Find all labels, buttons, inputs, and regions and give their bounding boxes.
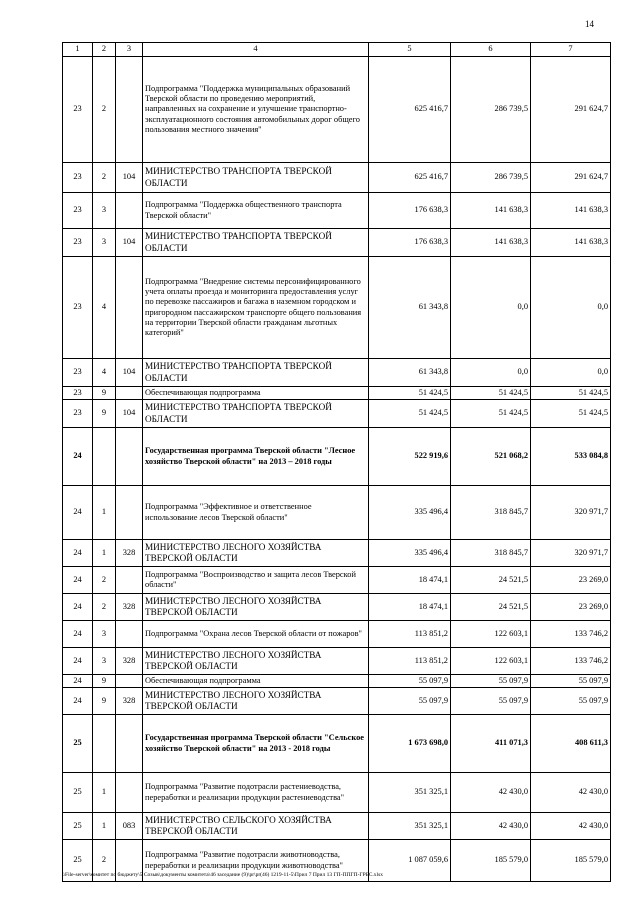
cell-c3: 328	[116, 540, 143, 567]
cell-c3	[116, 387, 143, 400]
cell-c3: 104	[116, 229, 143, 257]
table-row	[63, 773, 611, 813]
cell-c3	[116, 428, 143, 486]
cell-c7: 133 746,2	[531, 621, 611, 648]
cell-c5: 113 851,2	[369, 648, 451, 675]
cell-c4: МИНИСТЕРСТВО ТРАНСПОРТА ТВЕРСКОЙ ОБЛАСТИ	[143, 359, 369, 387]
cell-c6: 411 071,3	[451, 715, 531, 773]
cell-c1: 24	[63, 675, 93, 688]
page-number: 14	[585, 19, 594, 29]
cell-c7: 51 424,5	[531, 400, 611, 428]
cell-c5: 351 325,1	[369, 813, 451, 840]
cell-c5: 51 424,5	[369, 387, 451, 400]
cell-c1: 24	[63, 648, 93, 675]
column-header: 2	[93, 43, 116, 57]
file-path-footer: \\File-server\комитет по бюджету\5 Созыв\документы комитета\46 заседание (9)\pr\pr(46) 1219-11-5\Прил 7 Прил 13 ГП-ППГП-ГРБС.xlsx	[62, 872, 383, 878]
cell-c6: 0,0	[451, 257, 531, 359]
table-row	[63, 813, 611, 840]
cell-c7: 0,0	[531, 359, 611, 387]
cell-c2: 3	[93, 621, 116, 648]
cell-c6: 318 845,7	[451, 486, 531, 540]
cell-c7: 0,0	[531, 257, 611, 359]
cell-c5: 55 097,9	[369, 688, 451, 715]
cell-c6: 141 638,3	[451, 193, 531, 229]
cell-c2: 4	[93, 359, 116, 387]
cell-c3	[116, 486, 143, 540]
table-row	[63, 486, 611, 540]
cell-c7: 533 084,8	[531, 428, 611, 486]
cell-c2: 1	[93, 813, 116, 840]
cell-c4: МИНИСТЕРСТВО ЛЕСНОГО ХОЗЯЙСТВА ТВЕРСКОЙ ОБЛАСТИ	[143, 688, 369, 715]
table-row	[63, 594, 611, 621]
cell-c2: 9	[93, 688, 116, 715]
cell-c3: 104	[116, 163, 143, 193]
cell-c6: 318 845,7	[451, 540, 531, 567]
cell-c6: 286 739,5	[451, 57, 531, 163]
cell-c7: 55 097,9	[531, 688, 611, 715]
cell-c1: 23	[63, 163, 93, 193]
cell-c7: 408 611,3	[531, 715, 611, 773]
cell-c4: МИНИСТЕРСТВО ТРАНСПОРТА ТВЕРСКОЙ ОБЛАСТИ	[143, 400, 369, 428]
cell-c4: МИНИСТЕРСТВО ЛЕСНОГО ХОЗЯЙСТВА ТВЕРСКОЙ ОБЛАСТИ	[143, 594, 369, 621]
cell-c6: 521 068,2	[451, 428, 531, 486]
cell-c5: 113 851,2	[369, 621, 451, 648]
cell-c3	[116, 715, 143, 773]
cell-c2: 3	[93, 193, 116, 229]
cell-c7: 42 430,0	[531, 773, 611, 813]
cell-c6: 55 097,9	[451, 675, 531, 688]
cell-c1: 24	[63, 428, 93, 486]
cell-c1: 25	[63, 715, 93, 773]
table-body	[63, 57, 611, 882]
cell-c2: 2	[93, 567, 116, 594]
budget-table	[62, 42, 611, 882]
cell-c2: 9	[93, 387, 116, 400]
cell-c7: 141 638,3	[531, 193, 611, 229]
cell-c7: 320 971,7	[531, 540, 611, 567]
cell-c4: Подпрограмма "Охрана лесов Тверской области от пожаров"	[143, 621, 369, 648]
cell-c5: 55 097,9	[369, 675, 451, 688]
cell-c4: МИНИСТЕРСТВО ТРАНСПОРТА ТВЕРСКОЙ ОБЛАСТИ	[143, 163, 369, 193]
cell-c5: 176 638,3	[369, 229, 451, 257]
cell-c4: Подпрограмма "Развитие подотрасли растениеводства, переработки и реализации продукции растениеводства"	[143, 773, 369, 813]
cell-c2: 9	[93, 400, 116, 428]
table-row	[63, 163, 611, 193]
cell-c5: 18 474,1	[369, 594, 451, 621]
table-row	[63, 567, 611, 594]
cell-c4: Подпрограмма "Внедрение системы персонифицированного учета оплаты проезда и мониторинга предоставления услуг по перевозке пассажиров и багажа в наземном городском и пригородном пассажирском транспорте общего пользования на территории Тверской области гражданам льготных категорий"	[143, 257, 369, 359]
column-header: 4	[143, 43, 369, 57]
cell-c4: Государственная программа Тверской области "Сельское хозяйство Тверской области" на 2013 - 2018 годы	[143, 715, 369, 773]
cell-c5: 625 416,7	[369, 57, 451, 163]
cell-c4: МИНИСТЕРСТВО ТРАНСПОРТА ТВЕРСКОЙ ОБЛАСТИ	[143, 229, 369, 257]
cell-c7: 133 746,2	[531, 648, 611, 675]
cell-c1: 24	[63, 688, 93, 715]
cell-c1: 24	[63, 621, 93, 648]
cell-c3: 328	[116, 594, 143, 621]
cell-c6: 185 579,0	[451, 840, 531, 882]
table-row	[63, 57, 611, 163]
cell-c1: 23	[63, 257, 93, 359]
cell-c5: 351 325,1	[369, 773, 451, 813]
cell-c7: 51 424,5	[531, 387, 611, 400]
column-header: 7	[531, 43, 611, 57]
cell-c7: 23 269,0	[531, 567, 611, 594]
cell-c4: МИНИСТЕРСТВО СЕЛЬСКОГО ХОЗЯЙСТВА ТВЕРСКОЙ ОБЛАСТИ	[143, 813, 369, 840]
cell-c6: 141 638,3	[451, 229, 531, 257]
cell-c4: Обеспечивающая подпрограмма	[143, 387, 369, 400]
cell-c6: 55 097,9	[451, 688, 531, 715]
cell-c1: 25	[63, 813, 93, 840]
cell-c6: 24 521,5	[451, 594, 531, 621]
cell-c7: 185 579,0	[531, 840, 611, 882]
cell-c2: 2	[93, 57, 116, 163]
table-header-row	[63, 43, 611, 57]
cell-c5: 335 496,4	[369, 486, 451, 540]
cell-c1: 23	[63, 229, 93, 257]
cell-c7: 291 624,7	[531, 57, 611, 163]
cell-c5: 176 638,3	[369, 193, 451, 229]
cell-c4: Подпрограмма "Поддержка муниципальных образований Тверской области по проведению мероприятий, направленных на сохранение и улучшение транспортно-эксплуатационного состояния автомобильных дорог общего пользования местного значения"	[143, 57, 369, 163]
cell-c5: 61 343,8	[369, 257, 451, 359]
cell-c7: 320 971,7	[531, 486, 611, 540]
cell-c7: 291 624,7	[531, 163, 611, 193]
table-row	[63, 400, 611, 428]
cell-c3	[116, 193, 143, 229]
column-header: 6	[451, 43, 531, 57]
cell-c3: 104	[116, 400, 143, 428]
cell-c6: 42 430,0	[451, 773, 531, 813]
cell-c2	[93, 715, 116, 773]
cell-c3	[116, 675, 143, 688]
cell-c5: 522 919,6	[369, 428, 451, 486]
cell-c2: 1	[93, 486, 116, 540]
table-row	[63, 229, 611, 257]
table-row	[63, 387, 611, 400]
cell-c5: 51 424,5	[369, 400, 451, 428]
cell-c1: 25	[63, 773, 93, 813]
table-row	[63, 257, 611, 359]
cell-c7: 55 097,9	[531, 675, 611, 688]
cell-c7: 42 430,0	[531, 813, 611, 840]
table-row	[63, 715, 611, 773]
cell-c2: 1	[93, 773, 116, 813]
cell-c5: 1 087 059,6	[369, 840, 451, 882]
cell-c6: 24 521,5	[451, 567, 531, 594]
cell-c1: 24	[63, 486, 93, 540]
cell-c6: 286 739,5	[451, 163, 531, 193]
cell-c5: 625 416,7	[369, 163, 451, 193]
cell-c2: 3	[93, 229, 116, 257]
cell-c2: 2	[93, 594, 116, 621]
cell-c3: 328	[116, 648, 143, 675]
table-row	[63, 621, 611, 648]
cell-c6: 51 424,5	[451, 400, 531, 428]
cell-c4: МИНИСТЕРСТВО ЛЕСНОГО ХОЗЯЙСТВА ТВЕРСКОЙ ОБЛАСТИ	[143, 540, 369, 567]
cell-c1: 24	[63, 540, 93, 567]
cell-c3: 104	[116, 359, 143, 387]
cell-c2: 2	[93, 840, 116, 882]
cell-c4: Подпрограмма "Эффективное и ответственное использование лесов Тверской области"	[143, 486, 369, 540]
cell-c1: 23	[63, 193, 93, 229]
table-row	[63, 675, 611, 688]
cell-c3	[116, 567, 143, 594]
cell-c4: Подпрограмма "Поддержка общественного транспорта Тверской области"	[143, 193, 369, 229]
table-row	[63, 540, 611, 567]
cell-c1: 25	[63, 840, 93, 882]
cell-c6: 51 424,5	[451, 387, 531, 400]
cell-c6: 42 430,0	[451, 813, 531, 840]
cell-c2: 1	[93, 540, 116, 567]
cell-c3: 328	[116, 688, 143, 715]
cell-c3	[116, 257, 143, 359]
cell-c1: 24	[63, 567, 93, 594]
cell-c6: 122 603,1	[451, 648, 531, 675]
table-row	[63, 428, 611, 486]
cell-c7: 23 269,0	[531, 594, 611, 621]
column-header: 5	[369, 43, 451, 57]
cell-c1: 23	[63, 387, 93, 400]
column-header: 1	[63, 43, 93, 57]
cell-c1: 23	[63, 359, 93, 387]
cell-c7: 141 638,3	[531, 229, 611, 257]
table-row	[63, 359, 611, 387]
cell-c4: Подпрограмма "Воспроизводство и защита лесов Тверской области"	[143, 567, 369, 594]
cell-c6: 122 603,1	[451, 621, 531, 648]
cell-c6: 0,0	[451, 359, 531, 387]
column-header: 3	[116, 43, 143, 57]
cell-c3: 083	[116, 813, 143, 840]
cell-c5: 18 474,1	[369, 567, 451, 594]
cell-c1: 23	[63, 400, 93, 428]
cell-c1: 23	[63, 57, 93, 163]
table-row	[63, 688, 611, 715]
cell-c4: Обеспечивающая подпрограмма	[143, 675, 369, 688]
cell-c3	[116, 773, 143, 813]
cell-c2: 3	[93, 648, 116, 675]
cell-c5: 1 673 698,0	[369, 715, 451, 773]
table-row	[63, 648, 611, 675]
cell-c2: 9	[93, 675, 116, 688]
cell-c2: 4	[93, 257, 116, 359]
cell-c2: 2	[93, 163, 116, 193]
cell-c2	[93, 428, 116, 486]
cell-c5: 61 343,8	[369, 359, 451, 387]
cell-c3	[116, 621, 143, 648]
cell-c1: 24	[63, 594, 93, 621]
cell-c4: Подпрограмма "Развитие подотрасли животноводства, переработки и реализации продукции животноводства"	[143, 840, 369, 882]
cell-c4: Государственная программа Тверской области "Лесное хозяйство Тверской области" на 2013 – 2018 годы	[143, 428, 369, 486]
cell-c4: МИНИСТЕРСТВО ЛЕСНОГО ХОЗЯЙСТВА ТВЕРСКОЙ ОБЛАСТИ	[143, 648, 369, 675]
cell-c5: 335 496,4	[369, 540, 451, 567]
table-row	[63, 193, 611, 229]
cell-c3	[116, 57, 143, 163]
